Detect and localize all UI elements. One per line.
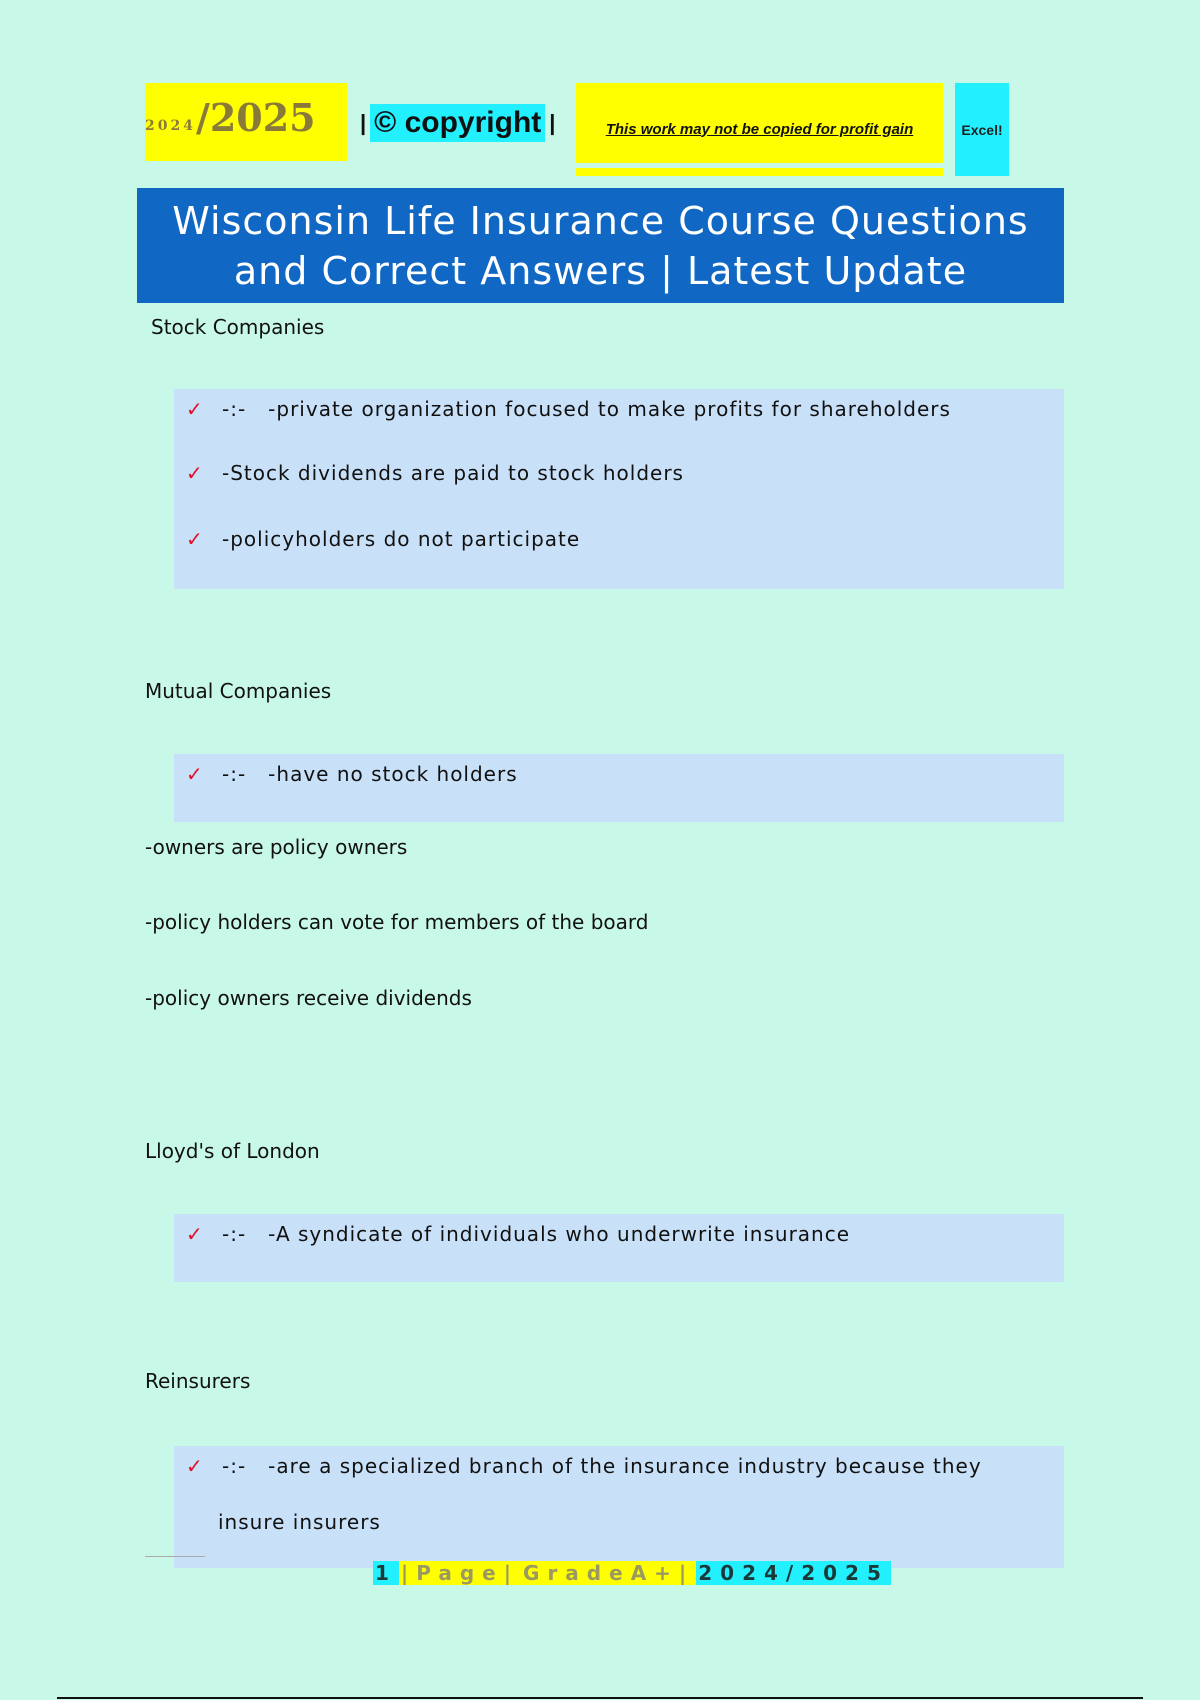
page-title: Wisconsin Life Insurance Course Questions and Correct Answers | Latest Update <box>172 198 1029 293</box>
notice-underline-bar <box>576 168 943 176</box>
footer-year: 2024/2025 <box>698 1561 889 1585</box>
copyright-pipe-left: | <box>360 110 367 135</box>
checkmark-icon: ✓ <box>186 1222 204 1246</box>
answer-prefix: -:- <box>222 397 247 421</box>
answer-text: -Stock dividends are paid to stock holders <box>222 461 684 485</box>
answer-text: -are a specialized branch of the insurance industry because they <box>268 1454 982 1478</box>
checkmark-icon: ✓ <box>186 762 204 786</box>
year-small: 2024 <box>145 118 196 134</box>
answer-line <box>186 527 580 551</box>
footer-rule <box>145 1556 205 1557</box>
answer-text: -A syndicate of individuals who underwrite insurance <box>268 1222 851 1246</box>
mutual-extra-line: -policy owners receive dividends <box>145 986 472 1010</box>
answer-text: -have no stock holders <box>268 762 518 786</box>
footer-grade: GradeA+| <box>523 1561 695 1585</box>
checkmark-icon: ✓ <box>186 461 204 485</box>
title-banner <box>137 188 1064 303</box>
mutual-extra-line: -owners are policy owners <box>145 835 408 859</box>
page-bottom-rule <box>57 1697 1143 1699</box>
answer-box-stock-companies <box>174 389 1064 589</box>
footer-page-label: |Page| <box>400 1561 520 1585</box>
copyright-pipe-right: | <box>549 110 556 135</box>
answer-prefix: -:- <box>222 762 247 786</box>
answer-continuation: insure insurers <box>218 1510 381 1534</box>
year-big: /2025 <box>195 94 316 140</box>
answer-text: -policyholders do not participate <box>222 527 581 551</box>
answer-line <box>186 762 518 786</box>
term-lloyds-of-london: Lloyd's of London <box>145 1139 320 1163</box>
checkmark-icon: ✓ <box>186 397 204 421</box>
answer-box-mutual-companies <box>174 754 1064 822</box>
excel-badge-text: Excel! <box>961 121 1003 138</box>
copy-notice <box>576 83 943 163</box>
answer-line <box>186 1454 982 1478</box>
footer-page-number: 1 <box>375 1561 397 1585</box>
excel-badge <box>955 83 1009 176</box>
mutual-extra-line: -policy holders can vote for members of the board <box>145 910 649 934</box>
answer-line <box>186 461 684 485</box>
answer-text: -private organization focused to make profits for shareholders <box>268 397 951 421</box>
checkmark-icon: ✓ <box>186 527 204 551</box>
term-reinsurers: Reinsurers <box>145 1369 251 1393</box>
answer-box-reinsurers <box>174 1446 1064 1568</box>
page-footer <box>373 1561 891 1585</box>
answer-box-lloyds-of-london <box>174 1214 1064 1282</box>
answer-line <box>186 397 951 421</box>
copyright-text: © copyright <box>370 104 545 142</box>
answer-prefix: -:- <box>222 1222 247 1246</box>
term-mutual-companies: Mutual Companies <box>145 679 332 703</box>
answer-line <box>186 1222 850 1246</box>
term-stock-companies: Stock Companies <box>151 315 325 339</box>
checkmark-icon: ✓ <box>186 1454 204 1478</box>
copy-notice-text: This work may not be copied for profit gain <box>605 120 914 138</box>
copyright-label <box>356 104 559 142</box>
answer-prefix: -:- <box>222 1454 247 1478</box>
year-badge <box>145 83 347 161</box>
